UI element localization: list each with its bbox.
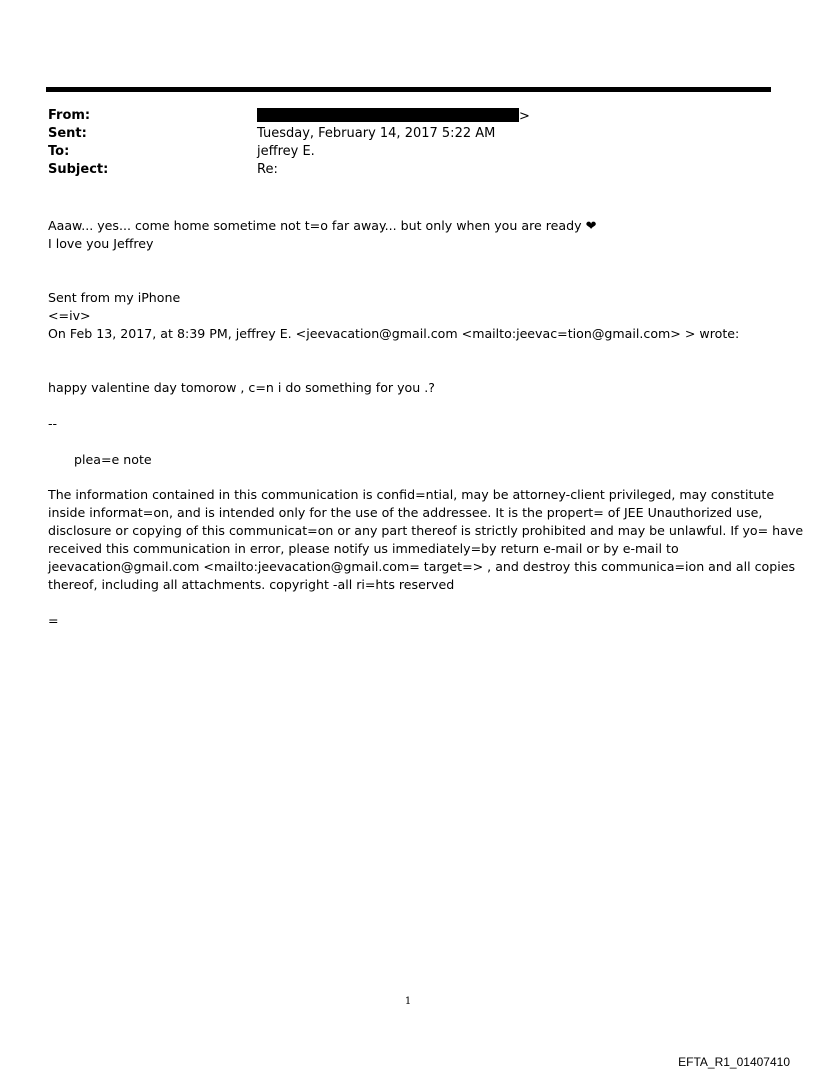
note-line: plea=e note — [74, 452, 152, 467]
sent-value: Tuesday, February 14, 2017 5:22 AM — [257, 126, 496, 141]
subject-label: Subject: — [48, 162, 109, 177]
trailing-equals: = — [48, 613, 59, 628]
disclaimer-paragraph — [48, 486, 804, 594]
subject-value: Re: — [257, 162, 278, 177]
sent-from-line: Sent from my iPhone — [48, 290, 181, 305]
message-line-1-text: Aaaw... yes... come home sometime not t=o far away... but only when you are ready — [48, 218, 582, 233]
from-value — [257, 108, 530, 126]
document-id: EFTA_R1_01407410 — [678, 1055, 790, 1069]
disclaimer-line: The information contained in this communication is confid=ntial, may be attorney-client privileged, may constitute — [48, 487, 775, 502]
heart-icon: ❤︎ — [585, 219, 597, 234]
disclaimer-line: thereof, including all attachments. copyright -all ri=hts reserved — [48, 577, 455, 592]
from-suffix: > — [519, 109, 530, 124]
quote-header: On Feb 13, 2017, at 8:39 PM, jeffrey E. <jeevacation@gmail.com <mailto:jeevac=tion@gmail.com> > wrote: — [48, 326, 740, 341]
signature-separator: -- — [48, 416, 58, 431]
disclaimer-line: disclosure or copying of this communicat=on or any part thereof is strictly prohibited and may be unlawful. If yo= have — [48, 523, 804, 538]
to-value: jeffrey E. — [257, 144, 315, 159]
from-label: From: — [48, 108, 91, 123]
message-line-2: I love you Jeffrey — [48, 236, 154, 251]
message-line-1 — [48, 217, 596, 235]
quoted-message: happy valentine day tomorow , c=n i do something for you .? — [48, 380, 435, 395]
to-label: To: — [48, 144, 70, 159]
redaction-block — [257, 108, 519, 122]
header-rule — [46, 87, 771, 92]
sent-label: Sent: — [48, 126, 87, 141]
disclaimer-line: received this communication in error, please notify us immediately=by return e-mail or by e-mail to — [48, 541, 679, 556]
disclaimer-line: inside informat=on, and is intended only for the use of the addressee. It is the propert= of JEE Unauthorized use, — [48, 505, 763, 520]
page-number: 1 — [404, 996, 412, 1007]
div-tag-line: <=iv> — [48, 308, 91, 323]
disclaimer-line: jeevacation@gmail.com <mailto:jeevacation@gmail.com= target=> , and destroy this communica=ion and all copies — [48, 559, 796, 574]
